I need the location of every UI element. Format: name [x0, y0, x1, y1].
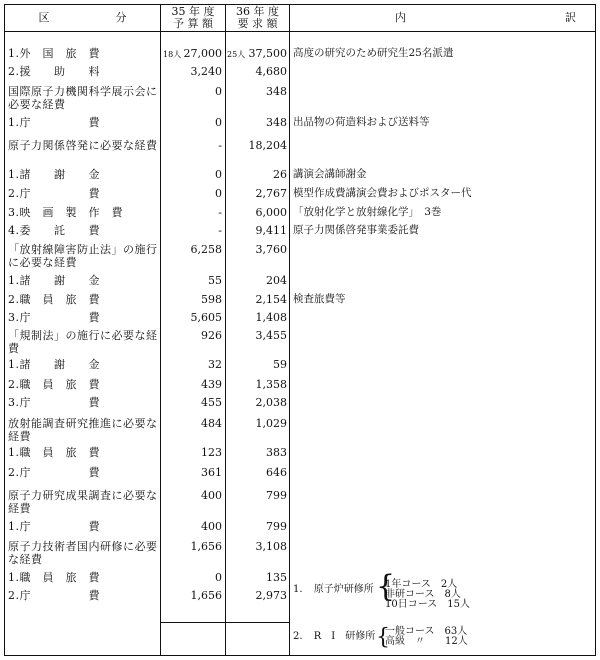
- row-fy36-amount: 2,038: [255, 396, 287, 409]
- row-fy36-amount: 4,680: [255, 65, 287, 78]
- row-breakdown-note: 検査旅費等: [293, 293, 346, 305]
- row-fy35-amount: 0: [215, 116, 222, 129]
- row-fy36-amount: 383: [266, 446, 287, 459]
- row-breakdown-note: 出品物の荷造料および送料等: [293, 116, 430, 128]
- header-category: 区 分: [38, 11, 127, 24]
- row-breakdown-note: 「放射化学と放射線化学」 3巻: [293, 206, 442, 218]
- header-fy36: 36 年 度 要 求 額: [236, 5, 279, 30]
- brace-icon: {: [376, 569, 396, 604]
- row-category: 「放射線障害防止法」の施行に必要な経費: [8, 243, 158, 269]
- row-breakdown-note: 講演会講師謝金: [293, 168, 367, 180]
- row-fy35-amount: 455: [201, 396, 222, 409]
- row-category: 3.映 画 製 作 費: [8, 206, 123, 219]
- row-fy35-amount: 27,000: [183, 47, 222, 60]
- row-fy35-amount: 32: [208, 358, 222, 371]
- row-fy36-amount: 646: [266, 466, 287, 479]
- row-category: 「規制法」の施行に必要な経費: [8, 329, 158, 355]
- row-fy35-amount: 5,605: [190, 311, 222, 324]
- row-fy36-amount: 37,500: [248, 47, 287, 60]
- row-fy36-amount: 2,767: [255, 187, 287, 200]
- row-breakdown-note: 高度の研究のため研究生25名派遣: [293, 47, 454, 59]
- row-category: 原子力研究成果調査に必要な経費: [8, 489, 158, 515]
- header-divider: [5, 31, 595, 32]
- row-fy35-amount: 123: [201, 446, 222, 459]
- row-fy36-amount: 348: [266, 116, 287, 129]
- row-category: 1.庁 費: [8, 116, 100, 129]
- row-fy36-amount: 3,455: [255, 329, 287, 342]
- row-category: 2.庁 費: [8, 589, 100, 602]
- row-category: 1.職 員 旅 費: [8, 446, 100, 459]
- row-category: 2.庁 費: [8, 187, 100, 200]
- row-category: 原子力関係啓発に必要な経費: [8, 139, 158, 152]
- row-fy36-amount: 9,411: [255, 224, 287, 237]
- row-fy35-amount: -: [218, 139, 222, 152]
- row-fy36-amount: 1,029: [255, 417, 287, 430]
- row-category: 1.諸 謝 金: [8, 274, 100, 287]
- row-fy35-amount: 484: [201, 417, 222, 430]
- row-fy36-amount: 135: [266, 571, 287, 584]
- row-fy36-amount: 1,358: [255, 378, 287, 391]
- row-breakdown-note: 原子力関係啓発事業委託費: [293, 224, 419, 236]
- row-fy35-amount: 0: [215, 168, 222, 181]
- row-fy35-amount: 0: [215, 187, 222, 200]
- row-category: 国際原子力機関科学展示会に必要な経費: [8, 85, 158, 111]
- row-category: 2.庁 費: [8, 466, 100, 479]
- row-category: 1.職 員 旅 費: [8, 571, 100, 584]
- row-fy35-headcount: 18人: [163, 50, 182, 59]
- row-category: 2.援 助 料: [8, 65, 100, 78]
- row-fy35-amount: -: [218, 224, 222, 237]
- header-breakdown-right: 訳: [565, 11, 576, 24]
- row-fy36-amount: 59: [273, 358, 287, 371]
- row-category: 1.諸 謝 金: [8, 358, 100, 371]
- training-breakdown-2-items: { 一般コース 63人 高級 〃 12人: [385, 627, 468, 647]
- row-divider: [160, 622, 289, 623]
- row-fy35-amount: 0: [215, 571, 222, 584]
- row-fy36-amount: 799: [266, 489, 287, 502]
- row-fy35-amount: 1,656: [190, 540, 222, 553]
- row-fy36-amount: 204: [266, 274, 287, 287]
- row-category: 2.職 員 旅 費: [8, 293, 100, 306]
- row-fy35-amount: 361: [201, 466, 222, 479]
- header-breakdown-left: 内: [395, 11, 406, 24]
- row-fy35-amount: 439: [201, 378, 222, 391]
- row-category: 1.諸 謝 金: [8, 168, 100, 181]
- row-fy36-amount: 3,108: [255, 540, 287, 553]
- row-category: 1.庁 費: [8, 520, 100, 533]
- header-fy35: 35 年 度 予 算 額: [171, 5, 215, 30]
- row-fy36-amount: 3,760: [255, 243, 287, 256]
- row-category: 原子力技術者国内研修に必要な経費: [8, 540, 158, 566]
- row-fy36-amount: 799: [266, 520, 287, 533]
- row-fy35-amount: 400: [201, 520, 222, 533]
- row-fy35-amount: 926: [201, 329, 222, 342]
- row-fy35-amount: 598: [201, 293, 222, 306]
- row-fy36-amount: 2,154: [255, 293, 287, 306]
- column-divider: [289, 5, 290, 655]
- row-category: 1.外 国 旅 費: [8, 47, 100, 60]
- row-fy36-amount: 26: [273, 168, 287, 181]
- row-category: 放射能調査研究推進に必要な経費: [8, 417, 158, 443]
- row-fy35-amount: 55: [208, 274, 222, 287]
- brace-icon: {: [376, 625, 390, 650]
- row-fy36-amount: 18,204: [248, 139, 287, 152]
- row-category: 2.職 員 旅 費: [8, 378, 100, 391]
- training-breakdown-1-items: { 1年コース 2人 非研コース 8人 10日コース 15人: [376, 569, 470, 610]
- training-breakdown-1: 1. 原子炉研修所: [293, 584, 374, 595]
- row-fy35-amount: -: [218, 206, 222, 219]
- row-fy35-amount: 0: [215, 85, 222, 98]
- budget-table: [4, 4, 596, 656]
- column-divider: [225, 5, 226, 655]
- row-category: 3.庁 費: [8, 396, 100, 409]
- row-fy36-amount: 6,000: [255, 206, 287, 219]
- training-breakdown-2: 2. R I 研修所: [293, 631, 376, 642]
- row-fy36-amount: 1,408: [255, 311, 287, 324]
- row-category: 4.委 託 費: [8, 224, 100, 237]
- row-fy36-amount: 2,973: [255, 589, 287, 602]
- row-fy35-amount: 6,258: [190, 243, 222, 256]
- row-fy35-amount: 1,656: [190, 589, 222, 602]
- row-fy36-amount: 348: [266, 85, 287, 98]
- row-fy35-amount: 400: [201, 489, 222, 502]
- row-fy35-amount: 3,240: [190, 65, 222, 78]
- row-breakdown-note: 模型作成費講演会費およびポスター代: [293, 187, 472, 199]
- row-fy36-headcount: 25人: [227, 50, 246, 59]
- row-category: 3.庁 費: [8, 311, 100, 324]
